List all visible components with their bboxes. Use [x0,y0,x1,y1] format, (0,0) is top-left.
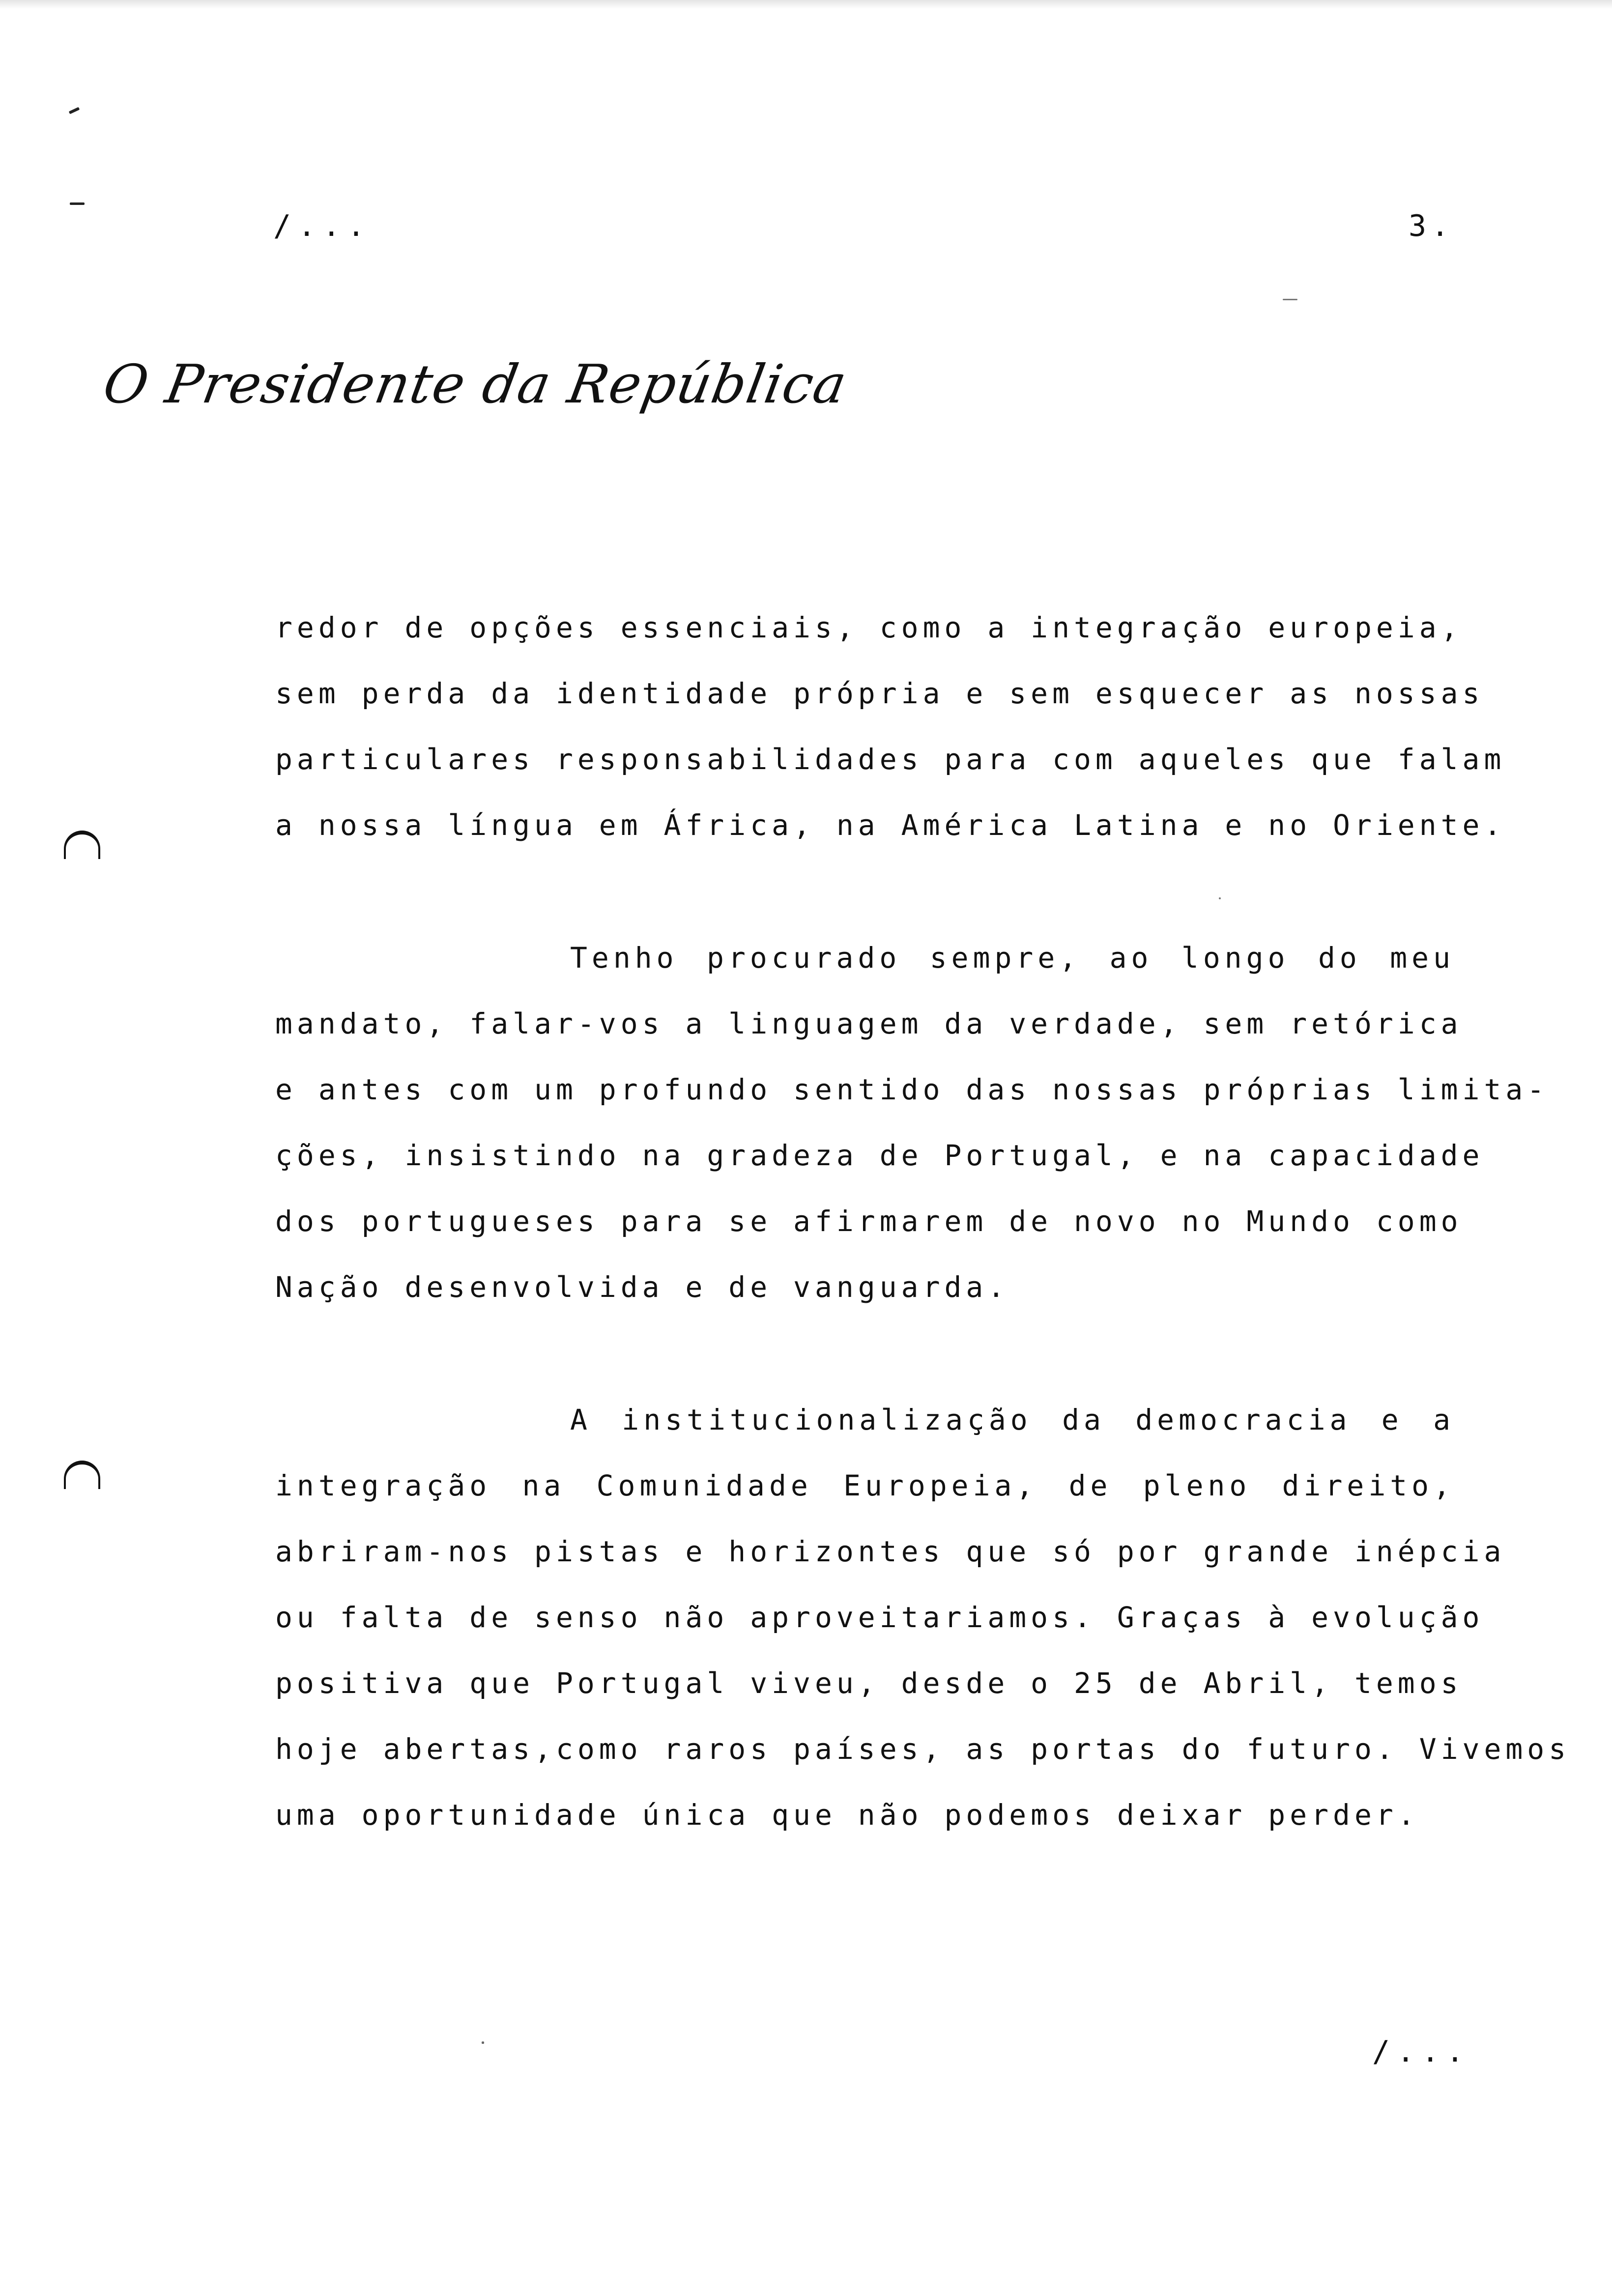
text-line: Tenho procurado sempre, ao longo do meu [570,941,1455,975]
text-line: e antes com um profundo sentido das nossas próprias limita- [275,1073,1549,1106]
text-line: dos portugueses para se afirmarem de novo no Mundo como [275,1205,1463,1238]
scan-speck [482,2041,484,2044]
scan-speck [1219,897,1221,899]
text-line: redor de opções essenciais, como a integração europeia, [275,611,1463,644]
punch-hole-mark [64,831,100,859]
letterhead-title: O Presidente da República [98,354,852,415]
paragraph-1 [275,595,1506,858]
scan-speck [70,202,85,205]
text-line: hoje abertas,como raros países, as portas do futuro. Vivemos [275,1732,1571,1766]
text-line: a nossa língua em África, na América Latina e no Oriente. [275,808,1506,842]
text-line: ções, insistindo na gradeza de Portugal, e na capacidade [275,1139,1484,1172]
text-line: particulares responsabilidades para com aqueles que falam [275,743,1506,776]
text-line: Nação desenvolvida e de vanguarda. [275,1270,1009,1304]
continuation-mark-top: /... [273,209,372,243]
text-line: abriram-nos pistas e horizontes que só por grande inépcia [275,1535,1506,1568]
text-line: ou falta de senso não aproveitariamos. Graças à evolução [275,1601,1484,1634]
punch-hole-mark [64,1461,100,1489]
text-line: positiva que Portugal viveu, desde o 25 de Abril, temos [275,1666,1463,1700]
scan-edge [0,0,1612,9]
scan-speck [1283,299,1297,300]
paragraph-2 [275,925,1549,1320]
text-line: sem perda da identidade própria e sem esquecer as nossas [275,677,1484,710]
text-line: A institucionalização da democracia e a [570,1403,1455,1436]
paragraph-3 [275,1387,1571,1848]
text-line: integração na Comunidade Europeia, de pleno direito, [275,1469,1455,1502]
scan-speck [69,107,80,115]
text-line: uma oportunidade única que não podemos deixar perder. [275,1798,1419,1832]
page-number: 3. [1409,209,1454,243]
continuation-mark-bottom: /... [1372,2035,1471,2069]
text-line: mandato, falar-vos a linguagem da verdade, sem retórica [275,1007,1463,1040]
